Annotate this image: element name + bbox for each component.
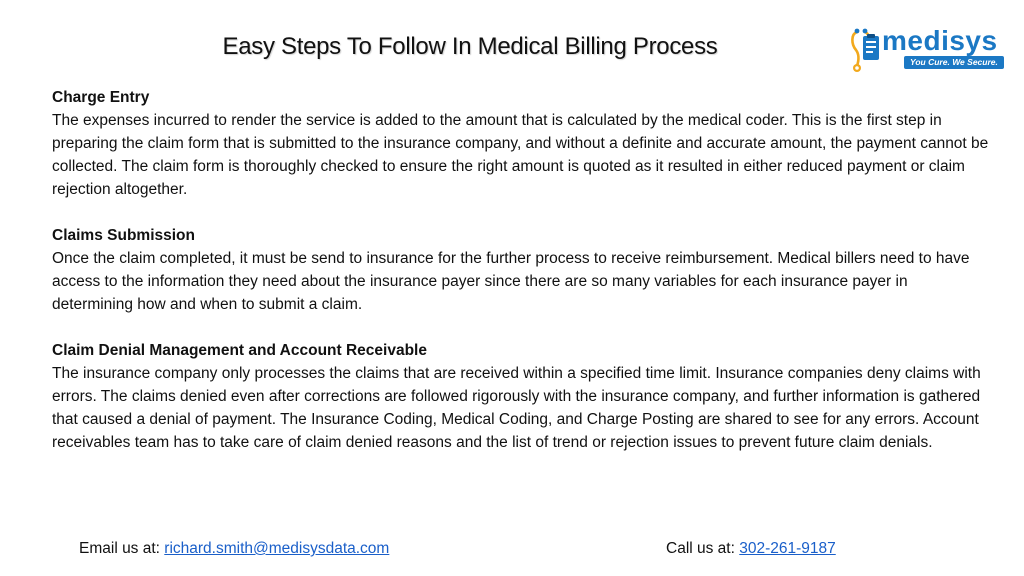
section-paragraph: The expenses incurred to render the service is added to the amount that is calculated by the medical coder. This is the first step in preparing the claim form that is submitted to the insurance company, and without a definite and accurate amount, the payment cannot be collected. The claim form is thoroughly checked to ensure the right amount is quoted as it resulted in either reduced payment or claim rejection altogether.	[52, 112, 989, 198]
logo-tagline: You Cure. We Secure.	[904, 56, 1004, 69]
email-label: Email us at:	[79, 540, 165, 557]
section-claim-denial-management	[52, 339, 992, 454]
section-claims-submission	[52, 224, 992, 316]
section-paragraph: The insurance company only processes the claims that are received within a specified time limit. Insurance companies deny claims with errors. The claims denied even after corrections are followed rigorously with the insurance company, and further information is gathered that caused a denial of payment. The Insurance Coding, Medical Coding, and Charge Posting are shared to see for any errors. Account receivables team has to take care of claim denied reasons and the list of trend or rejection issues to prevent future claim denials.	[52, 365, 981, 451]
content-body	[52, 86, 992, 477]
section-heading: Claim Denial Management and Account Receivable	[52, 342, 427, 359]
medisys-logo	[848, 25, 998, 74]
footer-phone	[666, 539, 836, 559]
section-paragraph: Once the claim completed, it must be send to insurance for the further process to receive reimbursement. Medical billers need to have access to the information they need about the insurance payer since there are so many variables for each insurance payer in determining how and when to submit a claim.	[52, 250, 970, 313]
footer-email	[79, 539, 389, 559]
phone-link[interactable]: 302-261-9187	[739, 540, 836, 557]
section-heading: Charge Entry	[52, 89, 150, 106]
page-title: Easy Steps To Follow In Medical Billing Process	[222, 33, 718, 60]
logo-wordmark: medisys	[882, 25, 998, 56]
email-link[interactable]: richard.smith@medisysdata.com	[164, 540, 390, 557]
section-charge-entry	[52, 86, 992, 201]
section-heading: Claims Submission	[52, 227, 195, 244]
phone-label: Call us at:	[666, 540, 740, 557]
